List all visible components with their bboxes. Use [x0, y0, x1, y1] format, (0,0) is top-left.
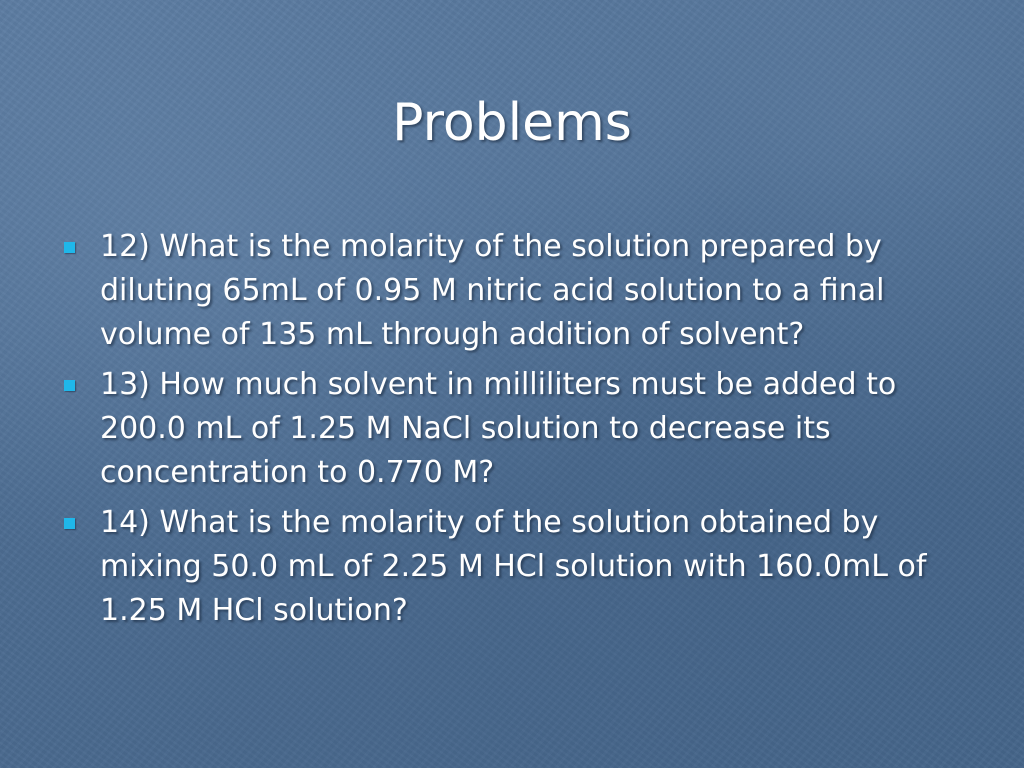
bullet-list [60, 225, 980, 639]
bullet-text: 14) What is the molarity of the solution obtained by mixing 50.0 mL of 2.25 M HCl solution with 160.0mL of 1.25 M HCl solution? [100, 505, 927, 628]
bullet-text: 13) How much solvent in milliliters must be added to 200.0 mL of 1.25 M NaCl solution to decrease its concentration to 0.770 M? [100, 367, 897, 490]
list-item [60, 363, 980, 495]
bullet-text: 12) What is the molarity of the solution prepared by diluting 65mL of 0.95 M nitric acid solution to a final volume of 135 mL through addition of solvent? [100, 229, 885, 352]
list-item [60, 501, 980, 633]
square-bullet-icon [64, 242, 75, 253]
list-item [60, 225, 980, 357]
square-bullet-icon [64, 380, 75, 391]
square-bullet-icon [64, 518, 75, 529]
slide-title: Problems [392, 93, 632, 153]
